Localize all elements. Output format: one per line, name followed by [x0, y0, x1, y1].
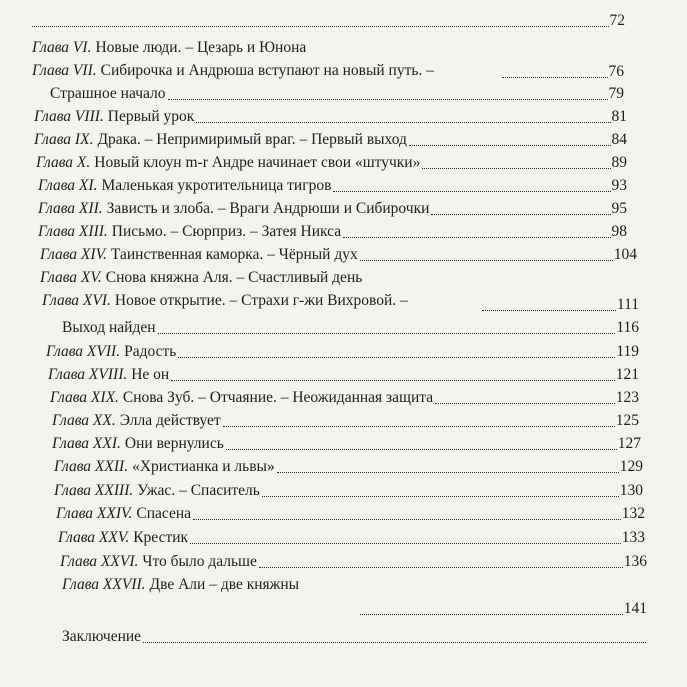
toc-chapter: Глава VI.: [32, 39, 92, 56]
dot-leader: [409, 145, 611, 146]
toc-entry: [40, 267, 637, 289]
toc-page-number: 98: [611, 223, 627, 240]
toc-page-number: 93: [611, 177, 627, 194]
toc-title: Не он: [131, 366, 170, 383]
toc-entry: [38, 175, 627, 197]
toc-entry: [50, 387, 639, 409]
dot-leader: [482, 310, 616, 311]
dot-leader: [223, 426, 615, 427]
dot-leader: [143, 642, 646, 643]
dot-leader: [259, 567, 623, 568]
toc-page-number: 84: [611, 131, 627, 148]
toc-page-number: 104: [613, 246, 637, 263]
dot-leader: [158, 333, 616, 334]
toc-entry: [500, 61, 624, 83]
toc-entry: [38, 221, 627, 243]
toc-entry: [60, 551, 647, 573]
dot-leader: [502, 77, 608, 78]
dot-leader: [360, 614, 623, 615]
toc-page-number: 123: [615, 389, 639, 406]
toc-title: Зависть и злоба. – Враги Андрюши и Сибирочки: [106, 200, 430, 217]
toc-chapter: Глава XIX.: [50, 389, 119, 406]
dot-leader: [196, 122, 610, 123]
toc-entry: [56, 503, 645, 525]
dot-leader: [226, 449, 617, 450]
toc-entry: [62, 574, 647, 596]
dot-leader: [168, 99, 608, 100]
toc-chapter: Глава XVI.: [42, 292, 111, 309]
dot-leader: [32, 26, 609, 27]
toc-chapter: Глава XII.: [38, 200, 103, 217]
toc-entry: [34, 106, 627, 128]
toc-title: Маленькая укротительница тигров: [101, 177, 332, 194]
toc-entry: [30, 10, 625, 32]
toc-title: Сибирочка и Андрюша вступают на новый путь. –: [100, 62, 434, 79]
toc-chapter: Глава XV.: [40, 269, 102, 286]
toc-title: Выход найден: [62, 319, 156, 336]
toc-chapter: Глава XX.: [52, 412, 116, 429]
toc-title: Крестик: [133, 529, 189, 546]
toc-entry: [46, 341, 639, 363]
toc-entry: [48, 364, 639, 386]
toc-chapter: Глава VIII.: [34, 108, 104, 125]
dot-leader: [193, 519, 621, 520]
toc-entry: [38, 198, 627, 220]
toc-chapter: Глава IX.: [34, 131, 94, 148]
toc-page-number: 130: [619, 482, 643, 499]
toc-chapter: Глава XXIII.: [54, 482, 134, 499]
toc-entry: [32, 37, 627, 59]
toc-chapter: Глава XXIV.: [56, 505, 133, 522]
toc-page-number: 95: [611, 200, 627, 217]
toc-title: Спасена: [136, 505, 192, 522]
toc-title: «Христианка и львы»: [132, 458, 275, 475]
toc-page-number: 125: [615, 412, 639, 429]
toc-entry: [52, 410, 639, 432]
toc-title: Письмо. – Сюрприз. – Затея Никса: [111, 223, 342, 240]
toc-chapter: Глава XIV.: [40, 246, 107, 263]
toc-chapter: Глава XXII.: [54, 458, 129, 475]
dot-leader: [178, 357, 615, 358]
toc-chapter: Глава XIII.: [38, 223, 108, 240]
dot-leader: [262, 496, 619, 497]
toc-title: Первый урок: [107, 108, 195, 125]
toc-title: Заключение: [62, 628, 142, 645]
toc-chapter: Глава VII.: [32, 62, 97, 79]
toc-chapter: Глава XVII.: [46, 343, 121, 360]
toc-entry: [36, 152, 627, 174]
dot-leader: [343, 237, 610, 238]
toc-chapter: Глава XXI.: [52, 435, 121, 452]
toc-title: Страшное начало: [50, 85, 166, 102]
dot-leader: [431, 214, 610, 215]
toc-chapter: Глава XXVII.: [62, 576, 146, 593]
toc-entry: [58, 527, 645, 549]
toc-title: Новое открытие. – Страхи г-жи Вихровой. –: [114, 292, 408, 309]
toc-entry: [34, 129, 627, 151]
dot-leader: [171, 380, 615, 381]
toc-page-number: 127: [617, 435, 641, 452]
toc-entry: [40, 244, 637, 266]
toc-page-number: 136: [623, 553, 647, 570]
toc-entry: [50, 83, 624, 105]
toc-entry: [62, 317, 639, 339]
dot-leader: [422, 168, 610, 169]
toc-entry: [54, 456, 643, 478]
toc-title: Элла действует: [119, 412, 221, 429]
toc-page-number: 79: [608, 85, 624, 102]
toc-entry: [54, 480, 643, 502]
toc-page-number: 81: [611, 108, 627, 125]
toc-title: Они вернулись: [124, 435, 224, 452]
toc-title: Новые люди. – Цезарь и Юнона: [95, 39, 307, 56]
dot-leader: [190, 543, 621, 544]
toc-title: Что было дальше: [142, 553, 257, 570]
toc-page-number: 111: [616, 296, 639, 313]
toc-entry: [52, 433, 641, 455]
toc-title: Драка. – Непримиримый враг. – Первый выход: [97, 131, 407, 148]
toc-title: Ужас. – Спаситель: [137, 482, 260, 499]
toc-chapter: Глава XVIII.: [48, 366, 128, 383]
toc-chapter: Глава XXVI.: [60, 553, 139, 570]
toc-title: Снова княжна Аля. – Счастливый день: [105, 269, 363, 286]
toc-page-number: 132: [621, 505, 645, 522]
toc-page-number: 119: [616, 343, 639, 360]
toc-title: Таинственная каморка. – Чёрный дух: [110, 246, 358, 263]
dot-leader: [277, 472, 619, 473]
dot-leader: [360, 260, 613, 261]
toc-title: Новый клоун m-r Андре начинает свои «штучки»: [94, 154, 421, 171]
toc-title: Снова Зуб. – Отчаяние. – Неожиданная защита: [122, 389, 434, 406]
toc-page-number: 133: [621, 529, 645, 546]
toc-page-number: 121: [615, 366, 639, 383]
toc-title: Две Али – две княжны: [149, 576, 300, 593]
toc-title: Радость: [124, 343, 177, 360]
toc-chapter: Глава XXV.: [58, 529, 130, 546]
toc-chapter: Глава X.: [36, 154, 91, 171]
toc-page-number: 116: [616, 319, 639, 336]
dot-leader: [333, 191, 610, 192]
toc-entry: [480, 294, 639, 316]
toc-entry: [62, 626, 647, 648]
toc-entry: [358, 598, 647, 620]
toc-chapter: Глава XI.: [38, 177, 98, 194]
toc-page-number: 89: [611, 154, 627, 171]
toc-page-number: 72: [609, 12, 625, 29]
toc-page-number: 76: [608, 63, 624, 80]
toc-page-number: 129: [619, 458, 643, 475]
toc-page-number: 141: [623, 600, 647, 617]
dot-leader: [435, 403, 615, 404]
